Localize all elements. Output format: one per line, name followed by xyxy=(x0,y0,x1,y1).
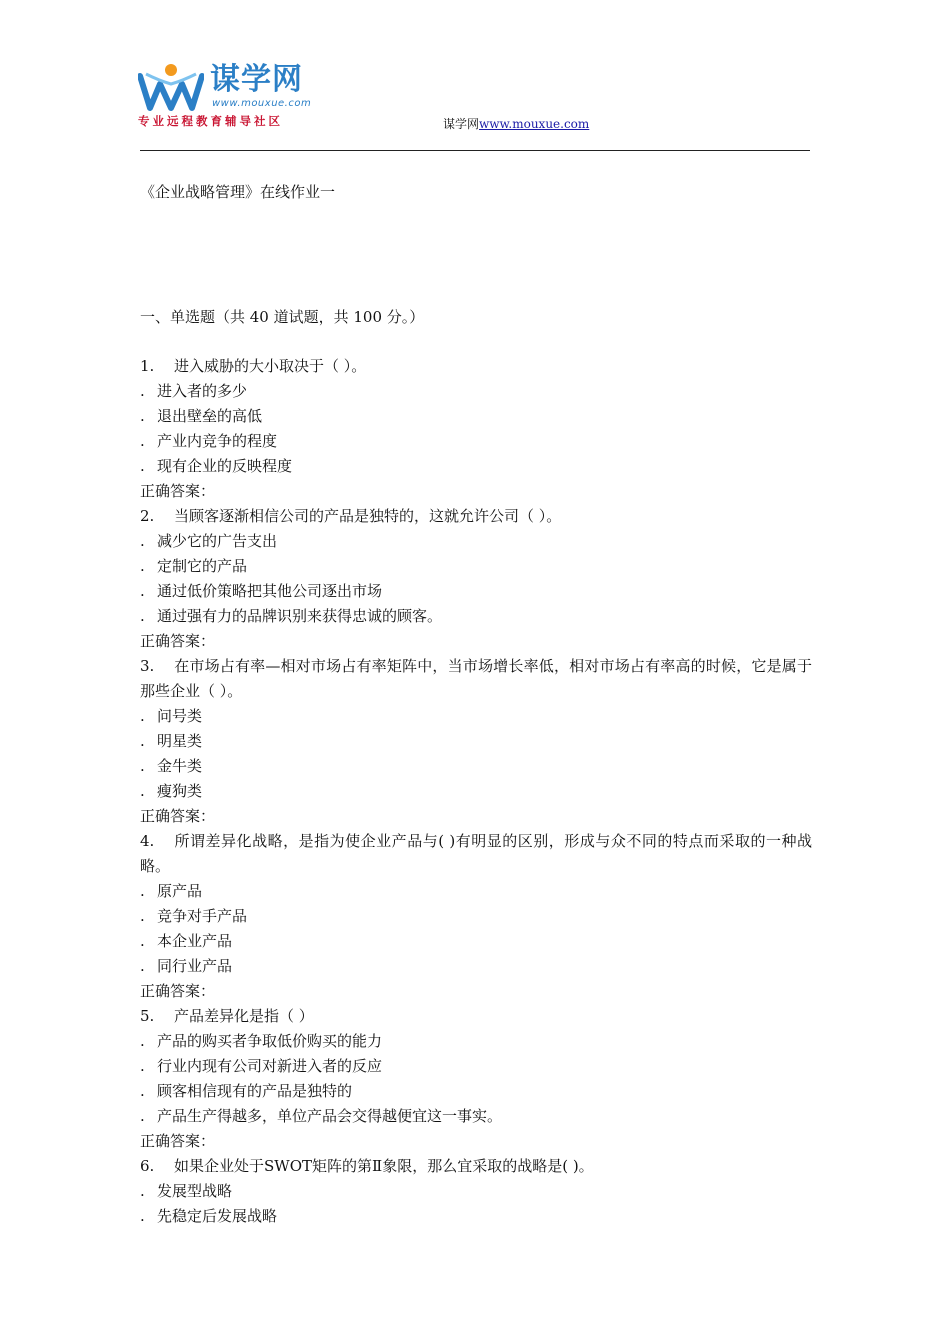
header-divider xyxy=(140,150,810,151)
question-item xyxy=(140,1154,812,1229)
question-text xyxy=(140,354,812,379)
option-marker: . xyxy=(140,1107,145,1125)
correct-answer-label: 正确答案： xyxy=(140,632,216,650)
question-list xyxy=(140,354,812,1229)
option-text: 本企业产品 xyxy=(157,932,233,950)
correct-answer-label: 正确答案： xyxy=(140,482,216,500)
answer-option[interactable] xyxy=(140,379,812,404)
answer-option[interactable] xyxy=(140,929,812,954)
option-marker: . xyxy=(140,407,145,425)
document-title: 《企业战略管理》在线作业一 xyxy=(140,183,336,201)
question-number: 4. xyxy=(140,832,155,850)
question-stem: 在市场占有率—相对市场占有率矩阵中，当市场增长率低，相对市场占有率高的时候，它是属于那些企业（ ）。 xyxy=(140,657,812,700)
question-item xyxy=(140,354,812,504)
option-marker: . xyxy=(140,882,145,900)
question-item xyxy=(140,1004,812,1154)
option-marker: . xyxy=(140,1082,145,1100)
question-item xyxy=(140,504,812,654)
answer-option[interactable] xyxy=(140,954,812,979)
option-marker: . xyxy=(140,1207,145,1225)
answer-option[interactable] xyxy=(140,429,812,454)
logo-mark-icon xyxy=(138,62,204,112)
answer-option[interactable] xyxy=(140,604,812,629)
option-marker: . xyxy=(140,782,145,800)
option-text: 金牛类 xyxy=(157,757,203,775)
question-text xyxy=(140,1004,812,1029)
answer-option[interactable] xyxy=(140,1104,812,1129)
logo-url: www.mouxue.com xyxy=(212,98,312,109)
option-marker: . xyxy=(140,607,145,625)
answer-option[interactable] xyxy=(140,779,812,804)
question-number: 2. xyxy=(140,507,155,525)
answer-option[interactable] xyxy=(140,754,812,779)
section-heading: 一、单选题（共 40 道试题，共 100 分。） xyxy=(140,308,425,326)
option-text: 明星类 xyxy=(157,732,203,750)
option-marker: . xyxy=(140,432,145,450)
option-text: 减少它的广告支出 xyxy=(157,532,278,550)
option-marker: . xyxy=(140,732,145,750)
question-stem: 进入威胁的大小取决于（ ）。 xyxy=(174,357,367,375)
option-marker: . xyxy=(140,382,145,400)
answer-option[interactable] xyxy=(140,704,812,729)
option-marker: . xyxy=(140,907,145,925)
answer-option[interactable] xyxy=(140,554,812,579)
answer-option[interactable] xyxy=(140,879,812,904)
question-number: 1. xyxy=(140,357,155,375)
option-text: 退出壁垒的高低 xyxy=(157,407,263,425)
answer-option[interactable] xyxy=(140,1054,812,1079)
answer-option[interactable] xyxy=(140,729,812,754)
logo-slogan: 专业远程教育辅导社区 xyxy=(138,114,283,128)
option-marker: . xyxy=(140,532,145,550)
option-marker: . xyxy=(140,932,145,950)
option-text: 行业内现有公司对新进入者的反应 xyxy=(157,1057,383,1075)
option-marker: . xyxy=(140,1182,145,1200)
site-reference xyxy=(443,116,589,132)
option-marker: . xyxy=(140,757,145,775)
question-number: 5. xyxy=(140,1007,155,1025)
question-number: 3. xyxy=(140,657,155,675)
logo-name: 谋学网 xyxy=(210,62,303,97)
page-header xyxy=(0,0,950,160)
option-text: 问号类 xyxy=(157,707,203,725)
option-marker: . xyxy=(140,1057,145,1075)
question-text xyxy=(140,504,812,529)
option-text: 定制它的产品 xyxy=(157,557,248,575)
option-text: 产品的购买者争取低价购买的能力 xyxy=(157,1032,383,1050)
option-text: 通过低价策略把其他公司逐出市场 xyxy=(157,582,383,600)
option-marker: . xyxy=(140,582,145,600)
option-text: 竞争对手产品 xyxy=(157,907,248,925)
question-stem: 所谓差异化战略，是指为使企业产品与( )有明显的区别，形成与众不同的特点而采取的一种战略。 xyxy=(140,832,812,875)
question-stem: 产品差异化是指（ ） xyxy=(174,1007,314,1025)
answer-option[interactable] xyxy=(140,529,812,554)
correct-answer-label: 正确答案： xyxy=(140,982,216,1000)
correct-answer-label: 正确答案： xyxy=(140,1132,216,1150)
option-text: 产品生产得越多，单位产品会交得越便宜这一事实。 xyxy=(157,1107,503,1125)
correct-answer-label: 正确答案： xyxy=(140,807,216,825)
option-marker: . xyxy=(140,457,145,475)
option-marker: . xyxy=(140,1032,145,1050)
option-text: 原产品 xyxy=(157,882,203,900)
option-marker: . xyxy=(140,707,145,725)
option-text: 现有企业的反映程度 xyxy=(157,457,293,475)
option-text: 顾客相信现有的产品是独特的 xyxy=(157,1082,353,1100)
answer-option[interactable] xyxy=(140,579,812,604)
answer-option[interactable] xyxy=(140,1079,812,1104)
option-text: 发展型战略 xyxy=(157,1182,233,1200)
site-label: 谋学网 xyxy=(443,117,480,131)
option-marker: . xyxy=(140,557,145,575)
answer-option[interactable] xyxy=(140,454,812,479)
question-text xyxy=(140,1154,812,1179)
answer-option[interactable] xyxy=(140,904,812,929)
question-text xyxy=(140,829,812,879)
question-stem: 当顾客逐渐相信公司的产品是独特的，这就允许公司（ ）。 xyxy=(174,507,562,525)
option-marker: . xyxy=(140,957,145,975)
question-item xyxy=(140,654,812,829)
option-text: 瘦狗类 xyxy=(157,782,203,800)
option-text: 同行业产品 xyxy=(157,957,233,975)
question-text xyxy=(140,654,812,704)
option-text: 产业内竞争的程度 xyxy=(157,432,278,450)
option-text: 通过强有力的品牌识别来获得忠诚的顾客。 xyxy=(157,607,443,625)
question-item xyxy=(140,829,812,1004)
option-text: 先稳定后发展战略 xyxy=(157,1207,278,1225)
answer-option[interactable] xyxy=(140,1204,812,1229)
question-stem: 如果企业处于SWOT矩阵的第Ⅱ象限，那么宜采取的战略是( )。 xyxy=(174,1157,594,1175)
option-text: 进入者的多少 xyxy=(157,382,248,400)
site-link[interactable]: www.mouxue.com xyxy=(479,117,590,131)
answer-option[interactable] xyxy=(140,1029,812,1054)
question-number: 6. xyxy=(140,1157,155,1175)
answer-option[interactable] xyxy=(140,404,812,429)
answer-option[interactable] xyxy=(140,1179,812,1204)
site-logo[interactable] xyxy=(138,62,338,132)
